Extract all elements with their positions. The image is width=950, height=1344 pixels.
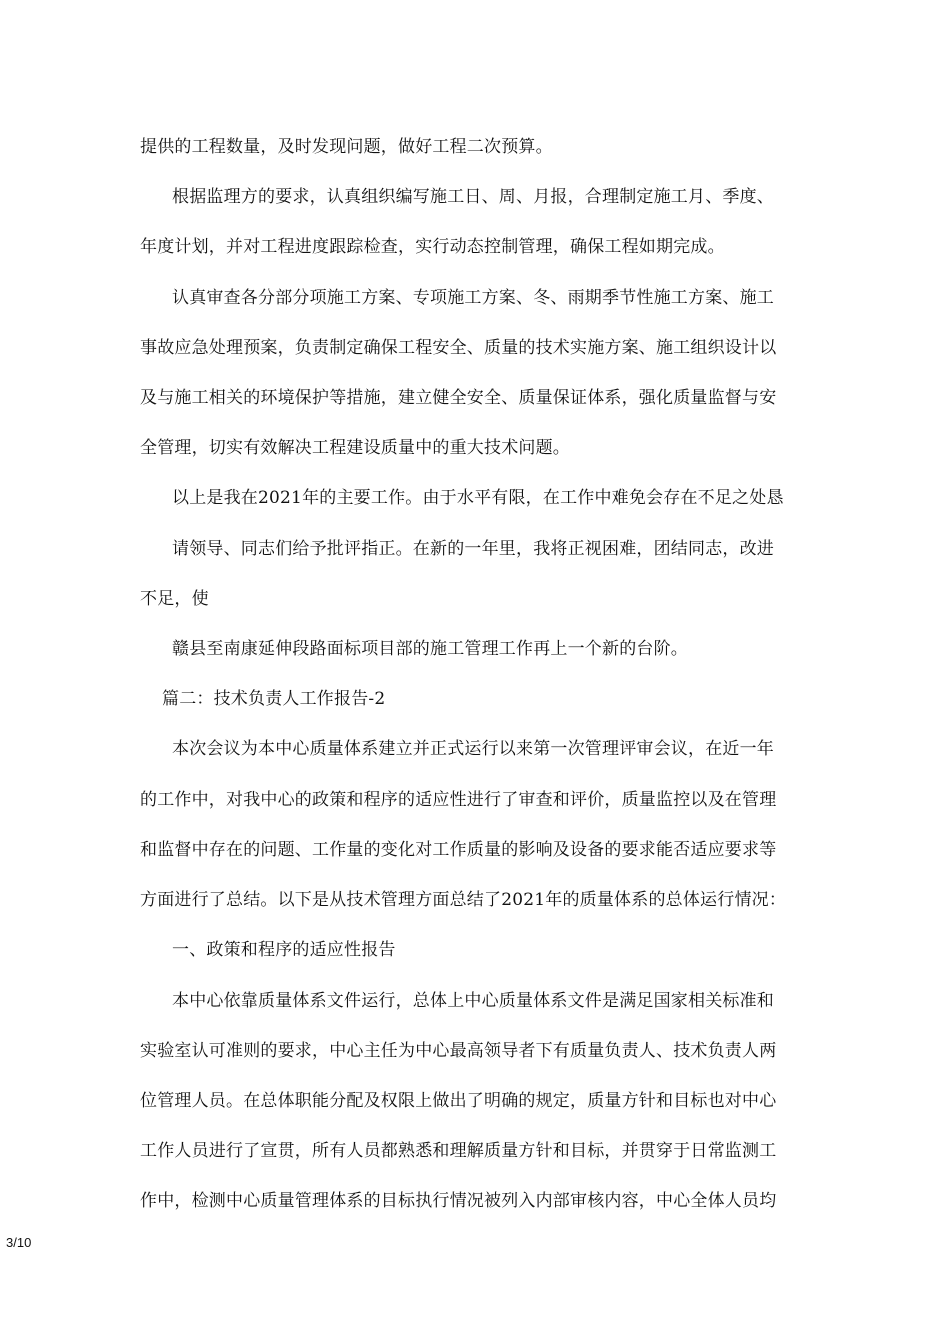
text-line: 请领导、同志们给予批评指正。在新的一年里，我将正视困难，团结同志，改进 — [172, 539, 774, 559]
text-line: 作中，检测中心质量管理体系的目标执行情况被列入内部审核内容，中心全体人员均 — [140, 1191, 777, 1211]
text-line: 方面进行了总结。以下是从技术管理方面总结了2021年的质量体系的总体运行情况： — [140, 890, 787, 910]
text-line: 位管理人员。在总体职能分配及权限上做出了明确的规定，质量方针和目标也对中心 — [140, 1091, 777, 1111]
text-line: 认真审查各分部分项施工方案、专项施工方案、冬、雨期季节性施工方案、施工 — [172, 288, 774, 308]
section-heading: 一、政策和程序的适应性报告 — [172, 940, 396, 960]
text-line: 及与施工相关的环境保护等措施，建立健全安全、质量保证体系，强化质量监督与安 — [140, 388, 777, 408]
text-line: 赣县至南康延伸段路面标项目部的施工管理工作再上一个新的台阶。 — [172, 639, 688, 659]
text-line: 本中心依靠质量体系文件运行，总体上中心质量体系文件是满足国家相关标准和 — [172, 991, 774, 1011]
text-line: 本次会议为本中心质量体系建立并正式运行以来第一次管理评审会议，在近一年 — [172, 739, 774, 759]
text-line: 工作人员进行了宣贯，所有人员都熟悉和理解质量方针和目标，并贯穿于日常监测工 — [140, 1141, 777, 1161]
text-line: 的工作中，对我中心的政策和程序的适应性进行了审查和评价，质量监控以及在管理 — [140, 790, 777, 810]
text-line: 实验室认可准则的要求，中心主任为中心最高领导者下有质量负责人、技术负责人两 — [140, 1041, 777, 1061]
text-line: 根据监理方的要求，认真组织编写施工日、周、月报，合理制定施工月、季度、 — [172, 187, 774, 207]
text-line: 以上是我在2021年的主要工作。由于水平有限，在工作中难免会存在不足之处恳 — [172, 488, 784, 508]
text-line: 不足，使 — [140, 589, 209, 609]
text-line: 事故应急处理预案，负责制定确保工程安全、质量的技术实施方案、施工组织设计以 — [140, 338, 777, 358]
section-heading: 篇二：技术负责人工作报告-2 — [162, 689, 386, 709]
text-line: 提供的工程数量，及时发现问题，做好工程二次预算。 — [140, 137, 553, 157]
text-line: 全管理，切实有效解决工程建设质量中的重大技术问题。 — [140, 438, 570, 458]
text-line: 和监督中存在的问题、工作量的变化对工作质量的影响及设备的要求能否适应要求等 — [140, 840, 777, 860]
text-line: 年度计划，并对工程进度跟踪检查，实行动态控制管理，确保工程如期完成。 — [140, 237, 725, 257]
page-number: 3/10 — [6, 1235, 32, 1250]
